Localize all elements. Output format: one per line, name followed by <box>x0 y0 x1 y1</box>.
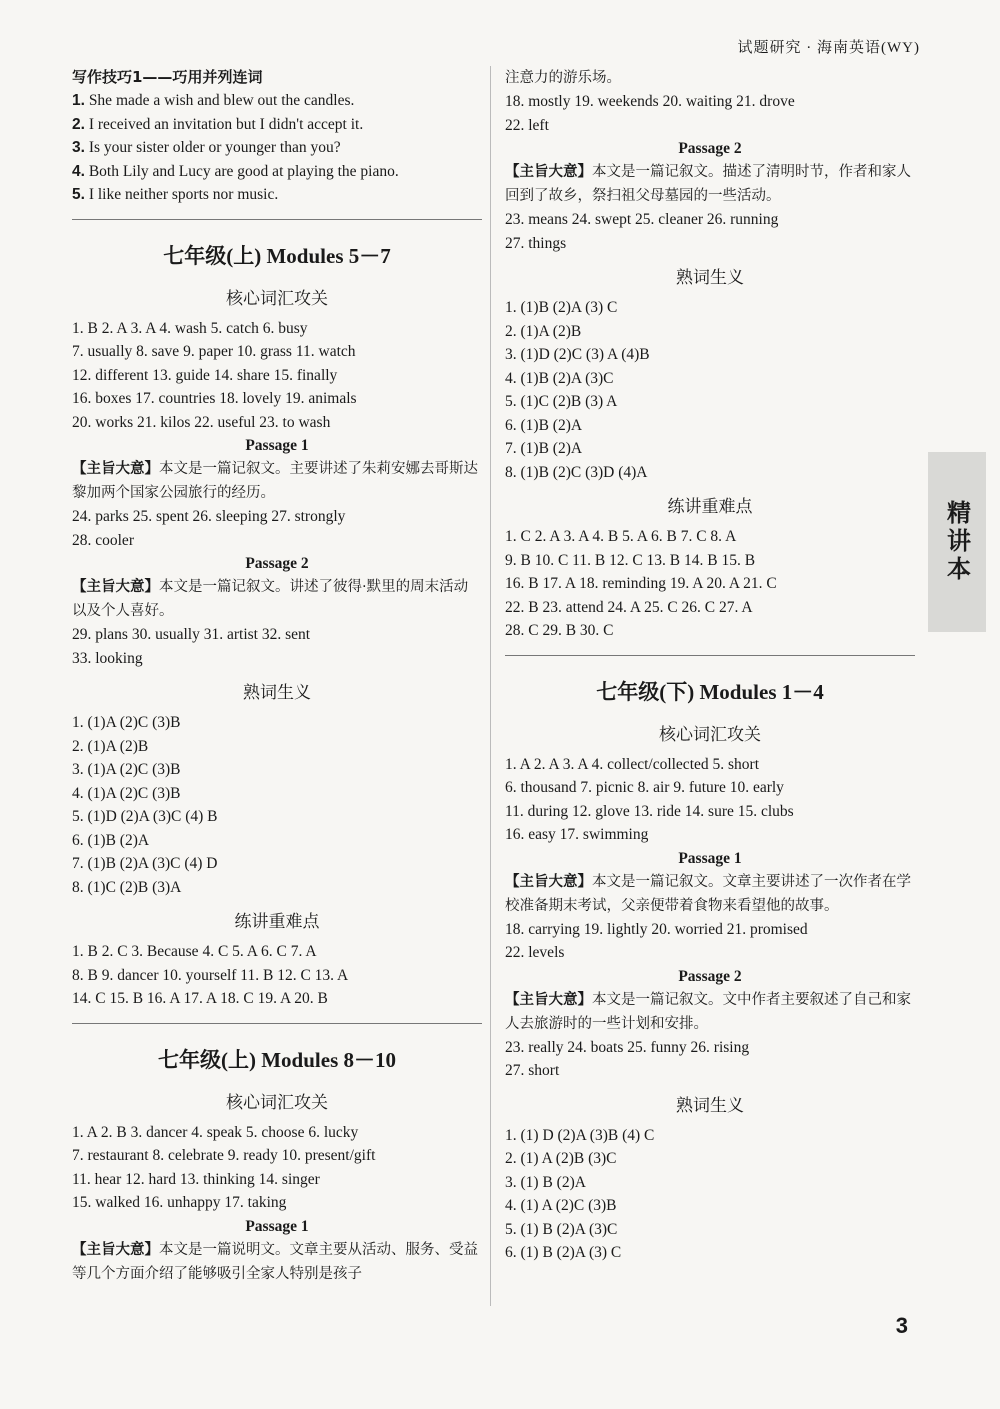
answer-line: 9. B 10. C 11. B 12. C 13. B 14. B 15. B <box>505 551 756 569</box>
passage-summary: 【主旨大意】本文是一篇记叙文。主要讲述了朱莉安娜去哥斯达黎加两个国家公园旅行的经历。 <box>72 461 478 501</box>
answer-line: 4. (1) A (2)C (3)B <box>505 1197 617 1214</box>
left-column <box>72 66 482 1286</box>
shuci-title: 熟词生义 <box>676 1095 744 1116</box>
answer-line: 7. (1)B (2)A <box>505 440 583 457</box>
right-column <box>505 66 915 1265</box>
lianjiang-title: 练讲重难点 <box>234 912 320 932</box>
answer-line: 1. (1) D (2)A (3)B (4) C <box>505 1126 655 1144</box>
answer-line: 6. (1)B (2)A <box>72 831 150 849</box>
shuci-title: 熟词生义 <box>676 268 744 288</box>
answer-line: 12. different 13. guide 14. share 15. finally <box>72 366 338 384</box>
answer-line: 8. (1)B (2)C (3)D (4)A <box>505 463 648 481</box>
answer-line: 1. (1)B (2)A (3) C <box>505 299 618 316</box>
answer-line: 23. means 24. swept 25. cleaner 26. running <box>505 211 779 228</box>
passage-summary: 【主旨大意】本文是一篇说明文。文章主要从活动、服务、受益等几个方面介绍了能够吸引全家人特别是孩子 <box>72 1241 478 1282</box>
answer-line: 22. left <box>505 116 549 134</box>
vocab-title: 核心词汇攻关 <box>226 288 328 309</box>
answer-line: 1. C 2. A 3. A 4. B 5. A 6. B 7. C 8. A <box>505 528 737 545</box>
answer-line: 28. C 29. B 30. C <box>505 622 614 639</box>
answer-line: 5. (1) B (2)A (3)C <box>505 1220 618 1238</box>
answer-line: 1. A 2. B 3. dancer 4. speak 5. choose 6. lucky <box>72 1123 359 1141</box>
page-number: 3 <box>895 1313 908 1338</box>
answer-line: 3. (1)A (2)C (3)B <box>72 761 181 778</box>
answer-line: 1. B 2. A 3. A 4. wash 5. catch 6. busy <box>72 319 308 337</box>
section-title-modules-5-7: 七年级(上) Modules 5－7 <box>163 243 391 268</box>
passage-title: Passage 2 <box>678 140 742 157</box>
answer-line: 28. cooler <box>72 531 134 549</box>
section-divider <box>505 655 915 656</box>
section-title-modules-8-10: 七年级(上) Modules 8－10 <box>158 1047 396 1072</box>
writing-line: 2. I received an invitation but I didn't accept it. <box>72 115 364 133</box>
lianjiang-title: 练讲重难点 <box>667 497 753 517</box>
answer-line: 6. thousand 7. picnic 8. air 9. future 10. early <box>505 779 784 796</box>
answer-line: 15. walked 16. unhappy 17. taking <box>72 1194 287 1211</box>
writing-line: 3. Is your sister older or younger than you? <box>72 139 341 156</box>
writing-list <box>72 89 482 207</box>
passage-title: Passage 2 <box>678 967 742 985</box>
answer-line: 18. carrying 19. lightly 20. worried 21. promised <box>505 920 808 938</box>
side-tab: 精讲本 <box>928 452 986 632</box>
writing-skill-title: 写作技巧1——巧用并列连词 <box>72 68 263 86</box>
passage-summary: 【主旨大意】本文是一篇记叙文。文章主要讲述了一次作者在学校准备期末考试，父亲便带着食物来看望他的故事。 <box>505 873 911 914</box>
answer-line: 27. things <box>505 234 567 252</box>
answer-line: 7. restaurant 8. celebrate 9. ready 10. present/gift <box>72 1147 376 1164</box>
answer-line: 4. (1)A (2)C (3)B <box>72 784 181 802</box>
answer-line: 1. B 2. C 3. Because 4. C 5. A 6. C 7. A <box>72 943 317 960</box>
answer-line: 1. A 2. A 3. A 4. collect/collected 5. short <box>505 755 760 773</box>
answer-line: 16. easy 17. swimming <box>505 826 649 843</box>
section-title-modules-1-4: 七年级(下) Modules 1－4 <box>596 679 824 704</box>
answer-line: 11. during 12. glove 13. ride 14. sure 15. clubs <box>505 802 794 820</box>
answer-line: 14. C 15. B 16. A 17. A 18. C 19. A 20. B <box>72 990 328 1007</box>
answer-line: 8. B 9. dancer 10. yourself 11. B 12. C 13. A <box>72 966 349 984</box>
passage-summary: 【主旨大意】本文是一篇记叙文。文中作者主要叙述了自己和家人去旅游时的一些计划和安排。 <box>505 991 911 1032</box>
page-header: 试题研究 · 海南英语(WY) <box>737 40 920 56</box>
section-divider <box>72 1023 482 1024</box>
answer-line: 27. short <box>505 1062 560 1079</box>
answer-line: 2. (1) A (2)B (3)C <box>505 1150 617 1167</box>
answer-line: 3. (1)D (2)C (3) A (4)B <box>505 346 650 363</box>
passage-summary: 【主旨大意】本文是一篇记叙文。讲述了彼得·默里的周末活动以及个人喜好。 <box>72 579 469 619</box>
writing-line: 4. Both Lily and Lucy are good at playing the piano. <box>72 162 399 180</box>
answer-line: 5. (1)D (2)A (3)C (4) B <box>72 808 218 825</box>
answer-line: 8. (1)C (2)B (3)A <box>72 878 182 896</box>
answer-line: 2. (1)A (2)B <box>505 322 582 340</box>
column-divider <box>490 66 491 1306</box>
section-divider <box>72 219 482 220</box>
answer-line: 1. (1)A (2)C (3)B <box>72 714 181 731</box>
answer-line: 22. B 23. attend 24. A 25. C 26. C 27. A <box>505 598 753 616</box>
answer-line: 4. (1)B (2)A (3)C <box>505 369 614 387</box>
answer-line: 24. parks 25. spent 26. sleeping 27. strongly <box>72 508 346 525</box>
answer-line: 29. plans 30. usually 31. artist 32. sent <box>72 626 311 643</box>
answer-line: 22. levels <box>505 944 565 961</box>
passage-title: Passage 1 <box>245 1217 309 1235</box>
answer-line: 23. really 24. boats 25. funny 26. rising <box>505 1038 750 1056</box>
shuci-title: 熟词生义 <box>243 683 311 703</box>
answer-line: 7. usually 8. save 9. paper 10. grass 11. watch <box>72 343 356 360</box>
answer-line: 33. looking <box>72 649 143 667</box>
vocab-title: 核心词汇攻关 <box>226 1092 328 1113</box>
passage-summary-continued: 注意力的游乐场。 <box>505 70 621 86</box>
writing-line: 5. I like neither sports nor music. <box>72 186 279 203</box>
writing-line: 1. She made a wish and blew out the candles. <box>72 92 355 109</box>
answer-line: 6. (1) B (2)A (3) C <box>505 1244 622 1261</box>
passage-title: Passage 1 <box>678 849 742 867</box>
answer-line: 18. mostly 19. weekends 20. waiting 21. drove <box>505 93 795 110</box>
passage-title: Passage 1 <box>245 437 309 454</box>
passage-summary: 【主旨大意】本文是一篇记叙文。描述了清明时节，作者和家人回到了故乡，祭扫祖父母墓园的一些活动。 <box>505 164 911 204</box>
answer-line: 6. (1)B (2)A <box>505 416 583 434</box>
vocab-title: 核心词汇攻关 <box>659 724 761 745</box>
answer-line: 16. boxes 17. countries 18. lovely 19. animals <box>72 390 357 407</box>
answer-line: 11. hear 12. hard 13. thinking 14. singer <box>72 1170 320 1188</box>
passage-title: Passage 2 <box>245 555 309 572</box>
answer-line: 7. (1)B (2)A (3)C (4) D <box>72 855 218 872</box>
answer-line: 3. (1) B (2)A <box>505 1173 586 1191</box>
answer-line: 20. works 21. kilos 22. useful 23. to wash <box>72 413 331 431</box>
answer-line: 16. B 17. A 18. reminding 19. A 20. A 21. C <box>505 575 777 592</box>
answer-line: 5. (1)C (2)B (3) A <box>505 393 618 410</box>
answer-line: 2. (1)A (2)B <box>72 737 149 755</box>
